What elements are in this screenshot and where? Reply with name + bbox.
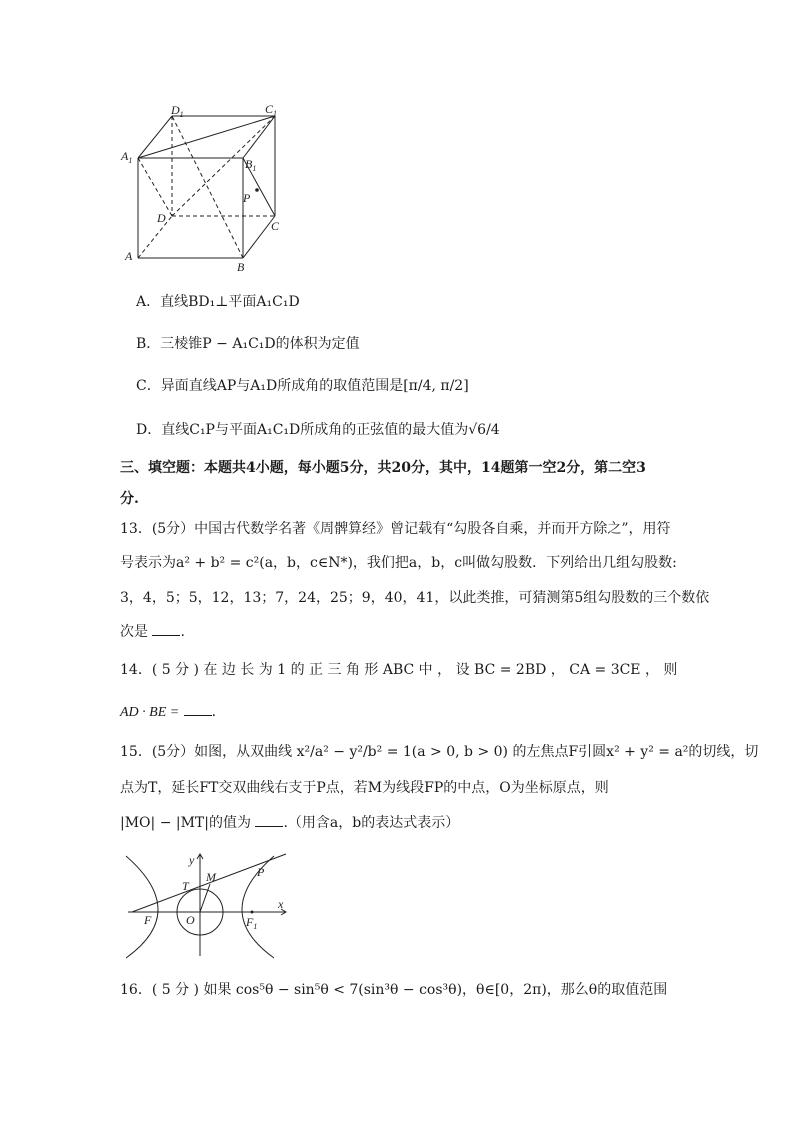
label-c: C — [271, 219, 280, 233]
q14-line2 — [120, 702, 216, 723]
label-f1: $F_1$ — [246, 915, 258, 931]
option-c — [136, 376, 469, 396]
option-d — [136, 420, 500, 440]
q15-line3-pre: |MO| − |MT|的值为 — [120, 815, 251, 831]
section3-heading: 三、填空题：本题共4小题，每小题5分，共20分，其中，14题第一空2分，第二空3 — [120, 460, 646, 476]
q13-answer-blank[interactable] — [152, 623, 180, 636]
option-c-label: C． — [136, 378, 161, 394]
q15-line2: 点为T，延长FT交双曲线右支于P点，若M为线段FP的中点，O为坐标原点，则 — [120, 780, 609, 796]
q16-line1: 16．( 5 分 ) 如果 cos⁵θ − sin⁵θ < 7(sin³θ − cos³θ)，θ∈[0，2π)，那么θ的取值范围 — [120, 982, 668, 998]
q14-line2-pre: AD · BE = — [120, 705, 180, 720]
q13-line4-post: . — [180, 624, 185, 640]
q14-line2-post: . — [211, 704, 217, 720]
q15-answer-blank[interactable] — [255, 814, 283, 827]
q14-line1: 14．( 5 分 ) 在 边 长 为 1 的 正 三 角 形 ABC 中 ， 设 BC = 2BD ， CA = 3CE ， 则 — [120, 662, 678, 678]
option-d-label: D． — [136, 422, 162, 438]
label-c1: $C_1$ — [265, 102, 278, 118]
label-f: F — [144, 913, 152, 927]
q15-line3-post: .（用含a，b的表达式表示） — [283, 815, 460, 831]
label-t: T — [182, 879, 189, 893]
q13-line4-pre: 次是 — [120, 624, 148, 640]
label-o: O — [186, 913, 195, 927]
label-p: P — [257, 865, 265, 879]
label-b1: $B_1$ — [245, 157, 257, 173]
option-a — [136, 292, 300, 312]
cube-figure — [115, 100, 295, 280]
label-p: P — [243, 191, 251, 205]
q13-line2: 号表示为a² + b² = c²(a，b，c∈N*)，我们把a，b，c叫做勾股数．下列给出几组勾股数: — [120, 555, 677, 571]
q15-line3 — [120, 813, 459, 833]
section3-heading-cont: 分. — [120, 491, 139, 507]
q13-line3: 3，4，5；5，12，13；7，24，25；9，40，41，以此类推，可猜测第5组勾股数的三个数依 — [120, 590, 710, 606]
q14-answer-blank[interactable] — [184, 703, 212, 716]
label-a: A — [125, 249, 133, 263]
option-d-text: 直线C₁P与平面A₁C₁D所成角的正弦值的最大值为√6/4 — [161, 422, 500, 438]
label-x: x — [278, 897, 284, 911]
label-y: y — [189, 853, 195, 867]
option-a-text: 直线BD₁⊥平面A₁C₁D — [160, 294, 300, 310]
option-b-text: 三棱锥P − A₁C₁D的体积为定值 — [160, 336, 360, 352]
option-c-text: 异面直线AP与A₁D所成角的取值范围是[π/4, π/2] — [160, 378, 469, 394]
point-p — [255, 188, 259, 192]
option-b-label: B． — [136, 336, 161, 352]
option-b — [136, 334, 360, 354]
label-b: B — [237, 260, 245, 274]
option-a-label: A． — [136, 294, 161, 310]
label-d1: $D_1$ — [171, 103, 184, 119]
q15-line1: 15．(5分）如图，从双曲线 x²/a² − y²/b² = 1(a > 0, b > 0) 的左焦点F引圆x² + y² = a²的切线，切 — [120, 744, 759, 760]
q13-line1: 13．(5分）中国古代数学名著《周髀算经》曾记载有“勾股各自乘，并而开方除之”，用符 — [120, 521, 671, 537]
q13-line4 — [120, 622, 185, 642]
label-d: D — [157, 211, 166, 225]
label-m: M — [206, 870, 216, 884]
label-a1: $A_1$ — [121, 149, 133, 165]
hyperbola-figure — [118, 848, 290, 960]
